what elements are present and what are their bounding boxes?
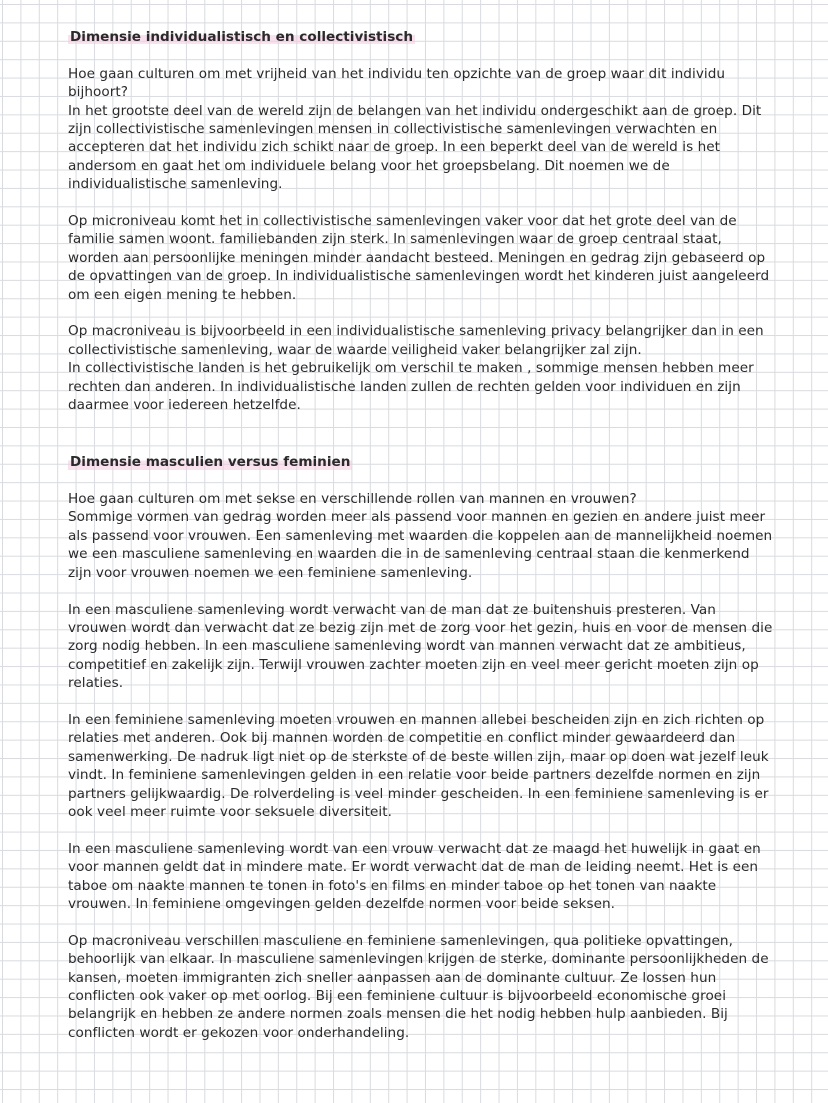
- paragraph: In een masculiene samenleving wordt van een vrouw verwacht dat ze maagd het huwelijk in gaat en voor mannen geldt dat in mindere mate. Er wordt verwacht dat de man de leiding neemt. Het is een taboe om naakte mannen te tonen in foto's en films en minder taboe op het tonen van naakte vrouwen. In feminiene omgevingen gelden dezelfde normen voor beide seksen.: [68, 840, 761, 912]
- section-individualism: [68, 26, 774, 414]
- paragraph: In een feminiene samenleving moeten vrouwen en mannen allebei bescheiden zijn en zich richten op relaties met anderen. Ook bij mannen worden de competitie en conflict minder gewaardeerd dan samenwerking. De nadruk ligt niet op de sterkste of de beste willen zijn, maar op doen wat jezelf leuk vindt. In feminiene samenlevingen gelden in een relatie voor beide partners dezelfde normen en zijn partners gelijkwaardig. De rolverdeling is veel minder gescheiden. In een feminiene samenleving is er ook veel meer ruimte voor seksuele diversiteit.: [68, 711, 769, 820]
- section-masculinity: [68, 451, 774, 1042]
- section-heading: Dimensie masculien versus feminien: [70, 454, 351, 471]
- paragraph: Op macroniveau verschillen masculiene en feminiene samenlevingen, qua politieke opvattingen, behoorlijk van elkaar. In masculiene samenlevingen krijgen de sterke, dominante persoonlijkheden de kansen, moeten immigranten zich sneller aanpassen aan de dominante cultuur. Ze lossen hun conflicten ook vaker op met oorlog. Bij een feminiene cultuur is bijvoorbeeld economische groei belangrijk en hebben ze andere normen zoals mensen die het nodig hebben hulp aanbieden. Bij conflicten wordt er gekozen voor onderhandeling.: [68, 932, 769, 1041]
- paragraph: In collectivistische landen is het gebruikelijk om verschil te maken , sommige mensen hebben meer rechten dan anderen. In individualistische landen zullen de rechten gelden voor individuen en zijn daarmee voor iedereen hetzelfde.: [68, 360, 754, 414]
- section-heading: Dimensie individualistisch en collectivistisch: [70, 29, 414, 45]
- paragraph: Op macroniveau is bijvoorbeeld in een individualistische samenleving privacy belangrijker dan in een collectivistische samenleving, waar de waarde veiligheid vaker belangrijker zal zijn.: [68, 323, 764, 358]
- paragraph: Hoe gaan culturen om met vrijheid van het individu ten opzichte van de groep waar dit individu bijhoort?: [68, 65, 726, 101]
- paragraph: Hoe gaan culturen om met sekse en verschillende rollen van mannen en vrouwen?: [68, 491, 637, 508]
- notes-page: [68, 26, 774, 1042]
- paragraph: Op microniveau komt het in collectivistische samenlevingen vaker voor dat het grote deel van de familie samen woont. familiebanden zijn sterk. In samenlevingen waar de groep centraal staat, worden aan persoonlijke meningen minder aandacht besteed. Meningen en gedrag zijn gebaseerd op de opvattingen van de groep. In individualistische samenlevingen wordt het kinderen juist aangeleerd om een eigen mening te hebben.: [68, 213, 770, 303]
- paragraph: In het grootste deel van de wereld zijn de belangen van het individu ondergeschikt aan de groep. Dit zijn collectivistische samenlevingen mensen in collectivistische samenlevingen verwachten en accepteren dat het individu zich schikt naar de groep. In een beperkt deel van de wereld is het andersom en gaat het om individuele belang voor het groepsbelang. Dit noemen we de individualistische samenleving.: [68, 102, 762, 193]
- paragraph: Sommige vormen van gedrag worden meer als passend voor mannen en gezien en andere juist meer als passend voor vrouwen. Een samenleving met waarden die koppelen aan de mannelijkheid noemen we een masculiene samenleving en waarden die in de samenleving centraal staan die kenmerkend zijn voor vrouwen noemen we een feminiene samenleving.: [68, 509, 773, 581]
- paragraph: In een masculiene samenleving wordt verwacht van de man dat ze buitenshuis presteren. Van vrouwen wordt dan verwacht dat ze bezig zijn met de zorg voor het gezin, huis en voor de mensen die zorg nodig hebben. In een masculiene samenleving wordt van mannen verwacht dat ze ambitieus, competitief en zakelijk zijn. Terwijl vrouwen zachter moeten zijn en veel meer gericht moeten zijn op relaties.: [68, 601, 773, 692]
